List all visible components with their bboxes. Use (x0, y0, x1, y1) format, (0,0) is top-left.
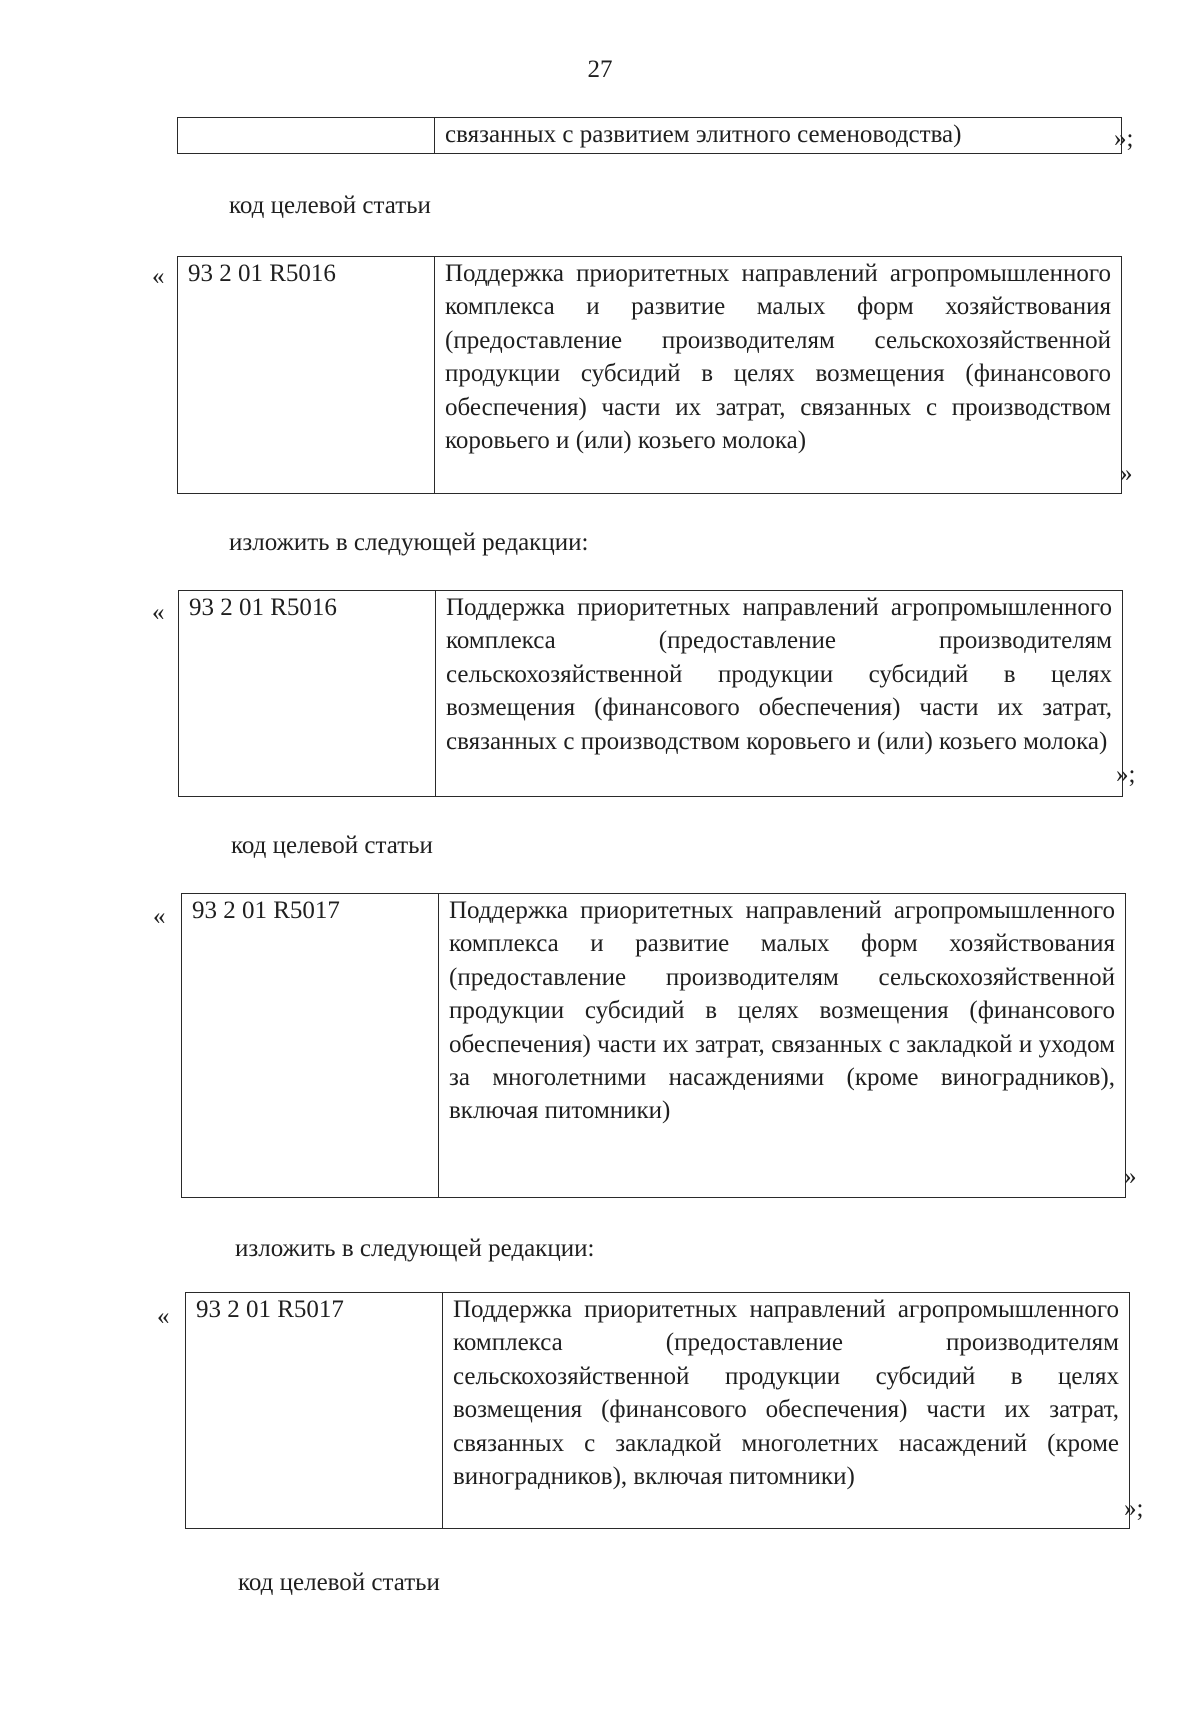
opening-quote: « (157, 1303, 170, 1330)
closing-quote: »; (1124, 1495, 1144, 1522)
description-cell: Поддержка приоритетных направлений агропромышленного комплекса и развитие малых форм хозяйствования (предоставление производителям сельскохозяйственной продукции субсидий в целях возмещения (финансового обеспечения) части их затрат, связанных с закладкой и уходом за многолетними насаждениями (кроме виноградников), включая питомники) (439, 894, 1126, 1198)
description-cell: Поддержка приоритетных направлений агропромышленного комплекса (предоставление производителям сельскохозяйственной продукции субсидий в целях возмещения (финансового обеспечения) части их затрат, связанных с закладкой многолетних насаждений (кроме виноградников), включая питомники) (443, 1293, 1130, 1529)
section-heading: изложить в следующей редакции: (229, 529, 589, 556)
target-code-cell: 93 2 01 R5016 (179, 591, 436, 797)
target-code-cell (178, 118, 435, 154)
table-row (178, 257, 1122, 494)
closing-quote: »; (1114, 125, 1134, 152)
code-table (177, 117, 1122, 154)
target-code-cell: 93 2 01 R5017 (186, 1293, 443, 1529)
target-code-cell: 93 2 01 R5017 (182, 894, 439, 1198)
section-heading: код целевой статьи (229, 192, 431, 219)
section-heading: изложить в следующей редакции: (235, 1235, 595, 1262)
description-cell: связанных с развитием элитного семеноводства) (435, 118, 1122, 154)
table-row (178, 118, 1122, 154)
page-number: 27 (587, 56, 613, 83)
section-heading: код целевой статьи (231, 832, 433, 859)
code-table (185, 1292, 1130, 1529)
description-cell: Поддержка приоритетных направлений агропромышленного комплекса и развитие малых форм хозяйствования (предоставление производителям сельскохозяйственной продукции субсидий в целях возмещения (финансового обеспечения) части их затрат, связанных с производством коровьего и (или) козьего молока) (435, 257, 1122, 494)
closing-quote: » (1120, 460, 1133, 487)
section-heading: код целевой статьи (238, 1569, 440, 1596)
opening-quote: « (152, 599, 165, 626)
table-row (182, 894, 1126, 1198)
table-row (179, 591, 1123, 797)
code-table (181, 893, 1126, 1198)
description-cell: Поддержка приоритетных направлений агропромышленного комплекса (предоставление производителям сельскохозяйственной продукции субсидий в целях возмещения (финансового обеспечения) части их затрат, связанных с производством коровьего и (или) козьего молока) (436, 591, 1123, 797)
opening-quote: « (153, 903, 166, 930)
code-table (177, 256, 1122, 494)
table-row (186, 1293, 1130, 1529)
target-code-cell: 93 2 01 R5016 (178, 257, 435, 494)
closing-quote: » (1124, 1163, 1137, 1190)
closing-quote: »; (1116, 761, 1136, 788)
code-table (178, 590, 1123, 797)
opening-quote: « (152, 263, 165, 290)
